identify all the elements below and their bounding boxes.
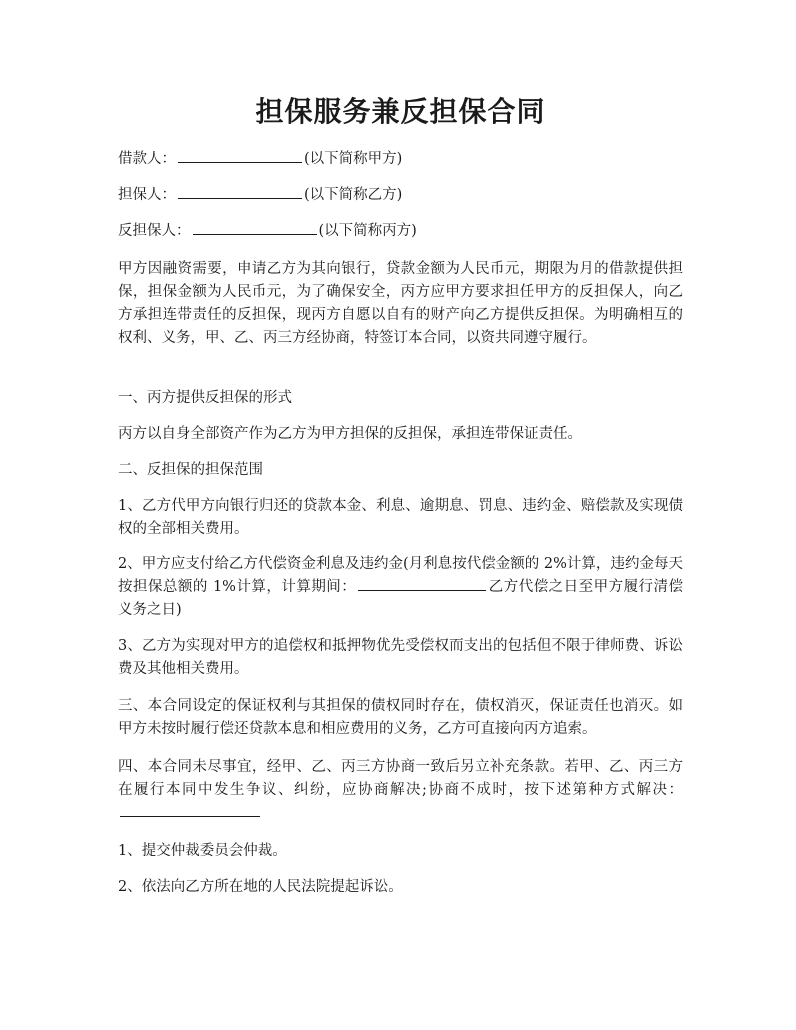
section1-heading: 一、丙方提供反担保的形式: [118, 390, 292, 406]
party-guarantor: [118, 184, 402, 206]
party-borrower: [118, 148, 402, 170]
party-borrower-suffix: (以下简称甲方): [304, 151, 403, 167]
section4-option1: 1、提交仲裁委员会仲裁。: [118, 843, 287, 859]
section2-item3: 3、乙方为实现对甲方的追偿权和抵押物优先受偿权而支出的包括但不限于律师费、诉讼费及其他相关费用。: [118, 638, 683, 677]
party-guarantor-label: 担保人：: [118, 187, 176, 203]
document-title: 担保服务兼反担保合同: [255, 95, 546, 128]
section2-item2: [118, 553, 683, 622]
section4-paragraph: [118, 756, 683, 825]
counter-guarantor-blank-line: [193, 220, 317, 235]
dispute-method-blank-line: [120, 802, 260, 817]
section4-text: 四、本合同未尽事宜，经甲、乙、丙三方协商一致后另立补充条款。若甲、乙、丙三方在履行本同中发生争议、纠纷，应协商解决;协商不成时，按下述第种方式解决：: [118, 759, 683, 798]
party-guarantor-suffix: (以下简称乙方): [304, 187, 403, 203]
section2-heading: 二、反担保的担保范围: [118, 462, 263, 478]
section4-option2: 2、依法向乙方所在地的人民法院提起诉讼。: [118, 879, 403, 895]
section2-item2-part2: 乙方代偿之日至甲方履行清偿义务之日): [118, 579, 684, 618]
section3-paragraph: 三、本合同设定的保证权利与其担保的债权同时存在，债权消灭，保证责任也消灭。如甲方未按时履行偿还贷款本息和相应费用的义务，乙方可直接向丙方追索。: [118, 698, 683, 737]
party-counter-guarantor-label: 反担保人：: [118, 223, 191, 239]
section2-item2-part1: 2、甲方应支付给乙方代偿资金利息及违约金(月利息按代偿金额的 2%计算，违约金每天按担保总额的 1%计算，计算期间：: [118, 556, 683, 595]
section2-item1: 1、乙方代甲方向银行归还的贷款本金、利息、逾期息、罚息、违约金、赔偿款及实现债权的全部相关费用。: [118, 498, 683, 537]
party-borrower-label: 借款人：: [118, 151, 176, 167]
guarantor-blank-line: [178, 184, 302, 199]
party-counter-guarantor: [118, 220, 417, 242]
party-counter-guarantor-suffix: (以下简称丙方): [318, 223, 417, 239]
section1-text: 丙方以自身全部资产作为乙方为甲方担保的反担保，承担连带保证责任。: [118, 426, 582, 442]
borrower-blank-line: [178, 148, 302, 163]
calculation-period-blank-line: [358, 576, 486, 591]
intro-paragraph: 甲方因融资需要，申请乙方为其向银行，贷款金额为人民币元，期限为月的借款提供担保，担保金额为人民币元，为了确保安全，丙方应甲方要求担任甲方的反担保人，向乙方承担连带责任的反担保，现丙方自愿以自有的财产向乙方提供反担保。为明确相互的权利、义务，甲、乙、丙三方经协商，特签订本合同，以资共同遵守履行。: [118, 261, 683, 346]
